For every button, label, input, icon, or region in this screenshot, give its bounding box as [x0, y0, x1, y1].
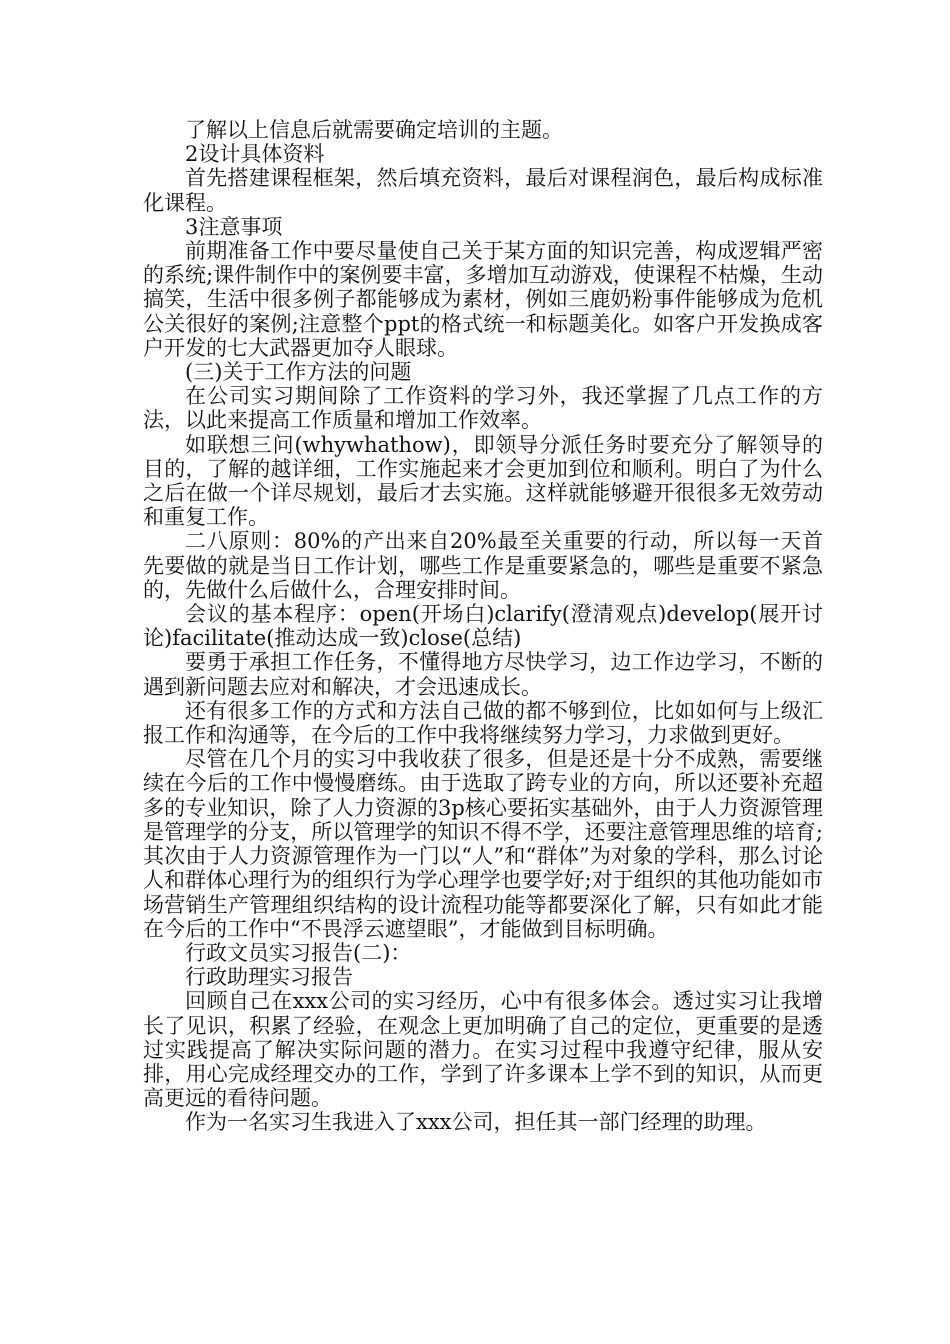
paragraph: 会议的基本程序：open(开场白)clarify(澄清观点)develop(展开讨论)facilitate(推动达成一致)close(总结): [143, 602, 823, 651]
report-subtitle: 行政助理实习报告: [185, 965, 353, 990]
paragraph: 还有很多工作的方式和方法自己做的都不够到位，比如如何与上级汇报工作和沟通等，在今后的工作中我将继续努力学习，力求做到更好。: [143, 698, 823, 748]
paragraph: 首先搭建课程框架，然后填充资料，最后对课程润色，最后构成标准化课程。: [143, 166, 823, 215]
paragraph: 尽管在几个月的实习中我收获了很多，但是还是十分不成熟，需要继续在今后的工作中慢慢磨练。由于选取了跨专业的方向，所以还要补充超多的专业知识，除了人力资源的3p核心要拓实基础外，由于人力资源管理是管理学的分支，所以管理学的知识不得不学，还要注意管理思维的培育;其次由于人力资源管理作为一门以“人”和“群体”为对象的学科，那么讨论人和群体心理行为的组织行为学心理学也要学好;对于组织的其他功能如市场营销生产管理组织结构的设计流程功能等都要深化了解，只有如此才能在今后的工作中“不畏浮云遮望眼”，才能做到目标明确。: [143, 747, 823, 941]
report-title: 行政文员实习报告(二)：: [185, 940, 412, 965]
paragraph: 前期准备工作中要尽量使自己关于某方面的知识完善，构成逻辑严密的系统;课件制作中的案例要丰富，多增加互动游戏，使课程不枯燥，生动搞笑，生活中很多例子都能够成为素材，例如三鹿奶粉事件能够成为危机公关很好的案例;注意整个ppt的格式统一和标题美化。如客户开发换成客户开发的七大武器更加夺人眼球。: [143, 239, 823, 360]
paragraph: 作为一名实习生我进入了xxx公司，担任其一部门经理的助理。: [185, 1110, 767, 1135]
paragraph: 如联想三问(whywhathow)，即领导分派任务时要充分了解领导的目的，了解的越详细，工作实施起来才会更加到位和顺利。明白了为什么之后在做一个详尽规划，最后才去实施。这样就能够避开很很多无效劳动和重复工作。: [143, 432, 823, 530]
paragraph: 了解以上信息后就需要确定培训的主题。: [185, 118, 563, 142]
paragraph: 二八原则：80%的产出来自20%最至关重要的行动，所以每一天首先要做的就是当日工作计划，哪些工作是重要紧急的，哪些是重要不紧急的，先做什么后做什么，合理安排时间。: [143, 529, 823, 602]
section-heading: 3注意事项: [185, 214, 283, 239]
document-body: [143, 118, 823, 1135]
section-heading: (三)关于工作方法的问题: [185, 360, 412, 385]
paragraph: 要勇于承担工作任务，不懂得地方尽快学习，边工作边学习，不断的遇到新问题去应对和解决，才会迅速成长。: [143, 650, 823, 699]
section-heading: 2设计具体资料: [185, 142, 325, 167]
paragraph: 在公司实习期间除了工作资料的学习外，我还掌握了几点工作的方法，以此来提高工作质量和增加工作效率。: [143, 384, 823, 433]
paragraph: 回顾自己在xxx公司的实习经历，心中有很多体会。透过实习让我增长了见识，积累了经验，在观念上更加明确了自己的定位，更重要的是透过实践提高了解决实际问题的潜力。在实习过程中我遵守纪律，服从安排，用心完成经理交办的工作，学到了许多课本上学不到的知识，从而更高更远的看待问题。: [143, 989, 823, 1111]
